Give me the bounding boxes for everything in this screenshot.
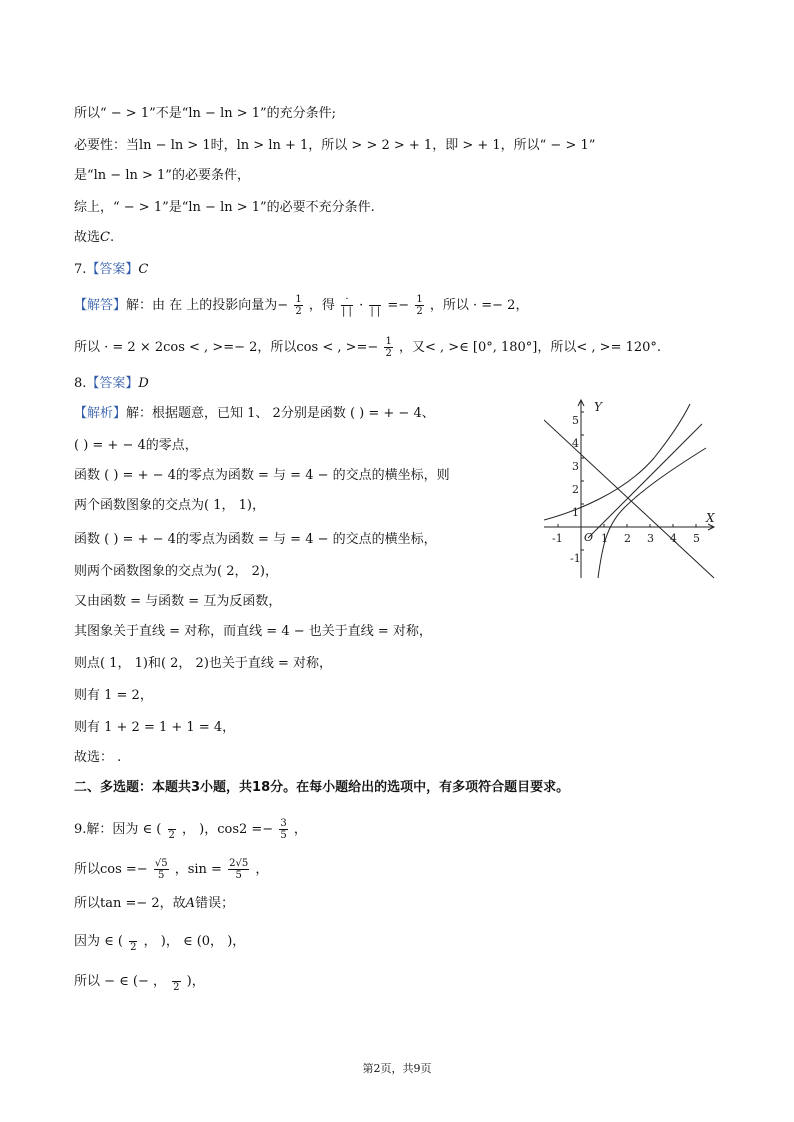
y-tick-label: -1 bbox=[570, 552, 581, 565]
q8-answer-line bbox=[74, 374, 149, 394]
text-line: 则点( 1， 1)和( 2， 2)也关于直线 = 对称， bbox=[74, 656, 333, 671]
text: ， )， ∈ (0， )， bbox=[143, 934, 246, 949]
x-tick-label: 2 bbox=[624, 532, 631, 545]
text: 错误； bbox=[195, 896, 235, 911]
text: ， bbox=[255, 862, 269, 877]
solution-tag: 【解答】 bbox=[74, 298, 127, 313]
page-footer: 第2页，共9页 bbox=[362, 1062, 432, 1075]
text: =− bbox=[387, 298, 410, 313]
q9-line-3 bbox=[74, 894, 234, 914]
text-line: 必要性：当ln − ln > 1时，ln > ln + 1，所以 > > 2 > + 1，即 > + 1，所以“ − > 1” bbox=[74, 138, 596, 153]
text-line: 又由函数 = 与函数 = 互为反函数， bbox=[74, 594, 282, 609]
text-line: 综上，“ − > 1”是“ln − ln > 1”的必要不充分条件. bbox=[74, 200, 375, 215]
y-tick-label: 5 bbox=[572, 414, 579, 427]
text: · bbox=[359, 298, 364, 313]
text-line: 两个函数图象的交点为( 1， 1)， bbox=[74, 498, 265, 513]
function-graph bbox=[544, 398, 720, 580]
text: ，sin = bbox=[174, 862, 222, 877]
q9-line-5 bbox=[74, 970, 205, 993]
text: 9.解：因为 ∈ ( bbox=[74, 822, 162, 837]
text-line: 则两个函数图象的交点为( 2， 2)， bbox=[74, 564, 278, 579]
fraction: $\frac{1}{2}$ bbox=[295, 294, 302, 317]
origin-label: O bbox=[584, 531, 594, 544]
text: ， )，cos2 =− bbox=[182, 822, 274, 837]
text: ，得 bbox=[308, 298, 335, 313]
text: 因为 ∈ ( bbox=[74, 934, 123, 949]
answer-letter: C bbox=[100, 230, 110, 245]
line-y-equals-x bbox=[588, 424, 702, 538]
text-line: 所以“ − > 1”不是“ln − ln > 1”的充分条件; bbox=[74, 106, 337, 121]
text-line: 则有 1 = 2， bbox=[74, 688, 153, 703]
text-line: 是“ln − ln > 1”的必要条件， bbox=[74, 168, 250, 183]
q7-solution-line-1 bbox=[74, 294, 528, 317]
text-line: 函数 ( ) = + − 4的零点为函数 = 与 = 4 − 的交点的横坐标，则 bbox=[74, 468, 450, 483]
x-tick-label: 1 bbox=[601, 532, 608, 545]
answer-letter: D bbox=[138, 376, 149, 391]
option-letter: A bbox=[185, 896, 196, 911]
text: 所以 − ∈ (− ， bbox=[74, 974, 167, 989]
q7-solution-line-2 bbox=[74, 336, 661, 359]
text: 故选 bbox=[74, 230, 101, 245]
section-heading: 二、多选题：本题共3小题，共18分。在每小题给出的选项中，有多项符合题目要求。 bbox=[74, 780, 570, 795]
text: ，又< , >∈ [0°, 180°]，所以< , >= 120°. bbox=[398, 340, 662, 355]
fraction: | | bbox=[369, 294, 381, 317]
text: )， bbox=[186, 974, 205, 989]
y-tick-label: 1 bbox=[572, 506, 579, 519]
x-tick-label: 5 bbox=[693, 532, 700, 545]
fraction: $\frac{√5}{5}$ bbox=[154, 858, 168, 881]
text: 所以tan =− 2，故 bbox=[74, 896, 186, 911]
fraction: $\frac{2√5}{5}$ bbox=[229, 858, 249, 881]
text-line: 函数 ( ) = + − 4的零点为函数 = 与 = 4 − 的交点的横坐标， bbox=[74, 532, 437, 547]
x-axis-label: X bbox=[706, 511, 715, 525]
fraction: 2 bbox=[172, 970, 180, 993]
fraction: $\frac{\cdot}{| |}$ bbox=[342, 294, 352, 317]
text: ，所以 · =− 2， bbox=[429, 298, 529, 313]
q9-line-2 bbox=[74, 858, 268, 881]
question-number: 7. bbox=[74, 262, 87, 277]
x-tick-label: 4 bbox=[670, 532, 677, 545]
x-tick-label: -1 bbox=[552, 532, 563, 545]
fraction: 2 bbox=[129, 930, 137, 953]
fraction: $\frac{1}{2}$ bbox=[416, 294, 423, 317]
log-curve bbox=[598, 448, 706, 578]
text: 解：根据题意，已知 1、 2分别是函数 ( ) = + − 4、 bbox=[126, 406, 435, 421]
x-tick-label: 3 bbox=[647, 532, 654, 545]
fraction: $\frac{1}{2}$ bbox=[385, 336, 392, 359]
text-line: 则有 1 + 2 = 1 + 1 = 4， bbox=[74, 720, 236, 735]
text-line: 故选： . bbox=[74, 750, 122, 765]
text: 所以cos =− bbox=[74, 862, 148, 877]
answer-tag: 【答案】 bbox=[86, 262, 139, 277]
text: 解：由 在 上的投影向量为− bbox=[126, 298, 289, 313]
text: ， bbox=[293, 822, 307, 837]
q9-line-4 bbox=[74, 930, 245, 953]
text-line bbox=[74, 228, 114, 248]
fraction: $\frac{3}{5}$ bbox=[280, 818, 287, 841]
y-tick-label: 3 bbox=[572, 460, 579, 473]
y-axis-label: Y bbox=[594, 400, 602, 414]
text: . bbox=[109, 230, 115, 245]
q9-line-1 bbox=[74, 818, 307, 841]
q8-solution-line bbox=[74, 404, 435, 424]
text: 所以 · = 2 × 2cos < , >=− 2，所以cos < , >=− bbox=[74, 340, 379, 355]
answer-tag: 【答案】 bbox=[86, 376, 139, 391]
fraction: 2 bbox=[168, 818, 176, 841]
y-tick-label: 2 bbox=[572, 483, 579, 496]
q7-answer-line bbox=[74, 260, 148, 280]
text-line: 其图象关于直线 = 对称，而直线 = 4 − 也关于直线 = 对称， bbox=[74, 624, 432, 639]
text-line: ( ) = + − 4的零点， bbox=[74, 438, 198, 453]
y-tick-label: 4 bbox=[572, 437, 579, 450]
exponential-curve bbox=[544, 404, 690, 520]
question-number: 8. bbox=[74, 376, 87, 391]
answer-letter: C bbox=[138, 262, 149, 277]
solution-tag: 【解析】 bbox=[74, 406, 127, 421]
